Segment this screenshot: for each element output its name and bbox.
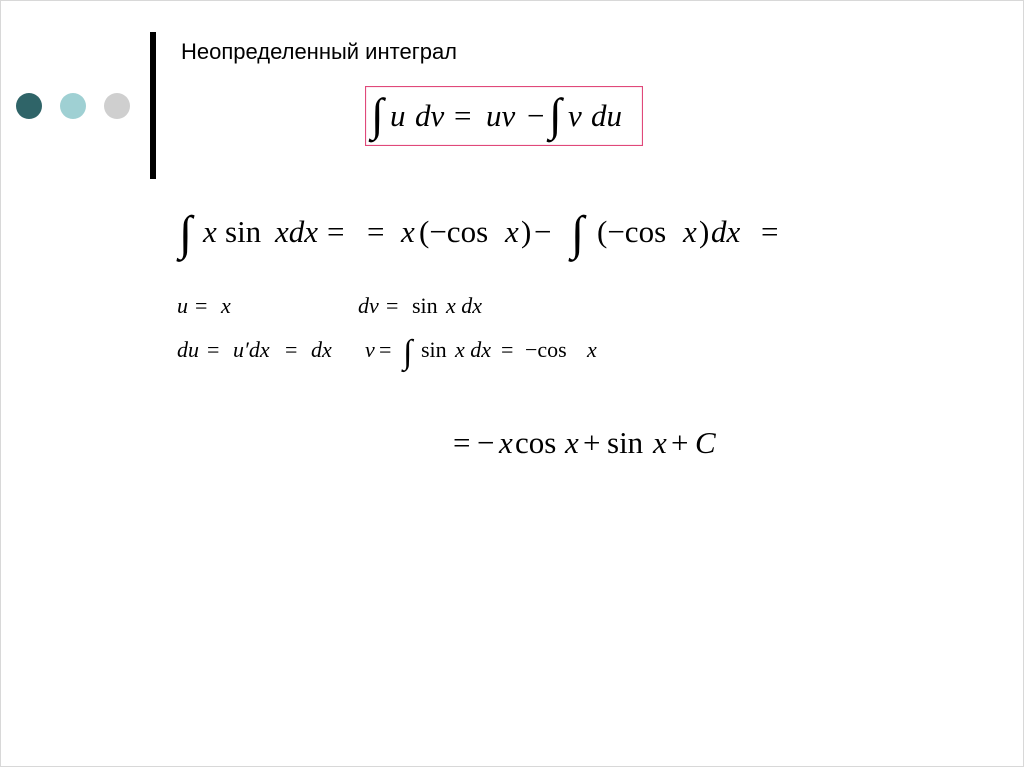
bullet-dot-dark: [16, 93, 42, 119]
svg-text:du: du: [177, 337, 199, 362]
svg-text:v: v: [365, 337, 375, 362]
svg-text:x: x: [587, 337, 597, 362]
sub-u: [177, 291, 257, 321]
slide-title: Неопределенный интеграл: [181, 39, 458, 64]
svg-text:=: =: [453, 425, 471, 460]
svg-text:uv: uv: [486, 98, 516, 133]
svg-text:−: −: [527, 98, 545, 133]
svg-text:∫: ∫: [371, 89, 384, 140]
svg-text:x: x: [401, 214, 415, 249]
svg-text:=: =: [285, 337, 298, 362]
svg-text:dx: dx: [311, 337, 332, 362]
bullet-dot-teal: [60, 93, 86, 119]
svg-text:dv: dv: [358, 293, 379, 318]
svg-text:(−cos: (−cos: [597, 214, 667, 249]
svg-text:+: +: [583, 425, 601, 460]
svg-text:x: x: [499, 425, 513, 460]
title-accent-bar: [150, 32, 156, 179]
svg-text:x: x: [203, 214, 217, 249]
svg-text:(−cos: (−cos: [419, 214, 489, 249]
svg-text:∫: ∫: [179, 207, 193, 260]
svg-text:x dx: x dx: [446, 293, 483, 318]
sub-du: [177, 333, 347, 367]
svg-text:): ): [521, 214, 532, 249]
svg-text:−: −: [534, 214, 552, 249]
parts-rule-text: [1, 1, 2, 2]
svg-text:=: =: [327, 214, 345, 249]
svg-text:x: x: [653, 425, 667, 460]
svg-text:=: =: [761, 214, 779, 249]
svg-text:xdx: xdx: [275, 214, 319, 249]
svg-text:sin: sin: [225, 214, 262, 249]
sub-v: [365, 327, 615, 371]
svg-text:x: x: [221, 293, 231, 318]
bullet-dot-gray: [104, 93, 130, 119]
svg-text:dx: dx: [711, 214, 741, 249]
svg-text:dv: dv: [415, 98, 445, 133]
svg-text:=: =: [379, 337, 392, 362]
svg-text:=: =: [386, 293, 399, 318]
svg-text:−cos: −cos: [525, 337, 567, 362]
result-equation: [453, 419, 773, 465]
svg-text:x: x: [683, 214, 697, 249]
svg-text:=: =: [454, 98, 472, 133]
svg-text:sin: sin: [607, 425, 644, 460]
svg-text:=: =: [367, 214, 385, 249]
svg-text:=: =: [195, 293, 208, 318]
svg-text:∫: ∫: [571, 207, 585, 260]
parts-rule-formula: [365, 86, 643, 146]
svg-text:−: −: [477, 425, 495, 460]
svg-text:C: C: [695, 425, 716, 460]
svg-text:v: v: [568, 98, 582, 133]
svg-text:=: =: [501, 337, 514, 362]
svg-text:sin: sin: [421, 337, 447, 362]
main-equation: [179, 197, 799, 267]
svg-text:cos: cos: [515, 425, 557, 460]
svg-text:u: u: [177, 293, 188, 318]
svg-text:u′dx: u′dx: [233, 337, 270, 362]
svg-text:): ): [699, 214, 710, 249]
svg-text:∫: ∫: [403, 334, 413, 371]
svg-text:x: x: [505, 214, 519, 249]
parts-rule-box: [365, 86, 643, 146]
svg-text:sin: sin: [412, 293, 438, 318]
svg-text:∫: ∫: [549, 89, 562, 140]
svg-text:=: =: [207, 337, 220, 362]
svg-text:u: u: [390, 98, 406, 133]
sub-dv: [358, 291, 508, 321]
svg-text:+: +: [671, 425, 689, 460]
svg-text:du: du: [591, 98, 622, 133]
svg-text:x dx: x dx: [455, 337, 492, 362]
svg-text:x: x: [565, 425, 579, 460]
